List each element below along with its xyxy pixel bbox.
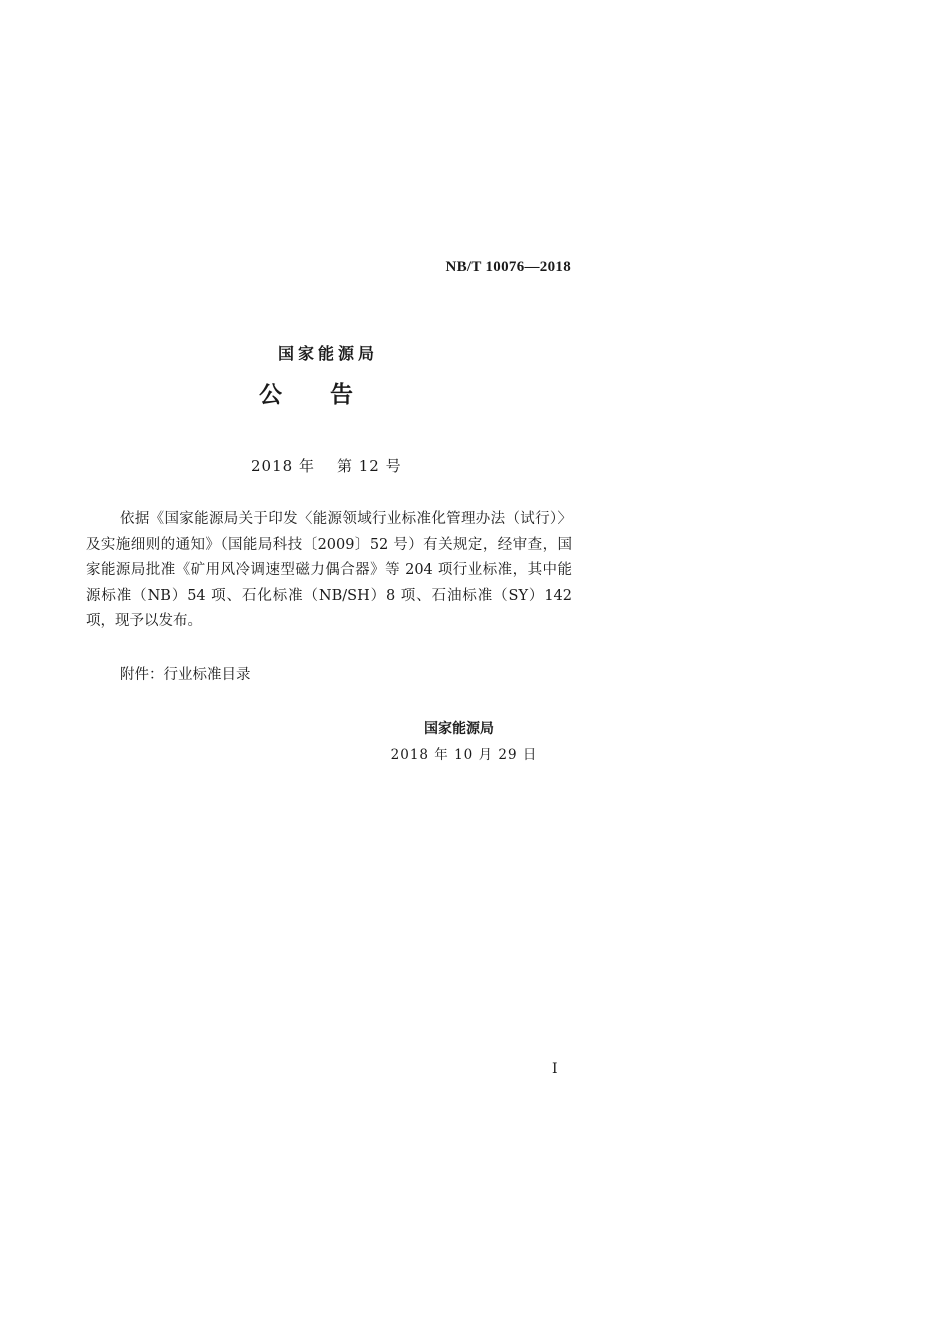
notice-body-paragraph: 依据《国家能源局关于印发〈能源领域行业标准化管理办法（试行）〉及实施细则的通知》（国能局科技〔2009〕52 号）有关规定，经审查，国家能源局批准《矿用风冷调速型磁力偶合器》等 204 项行业标准，其中能源标准（NB）54 项、石化标准（NB/SH）8 项、石油标准（SY）142 项，现予以发布。 xyxy=(86,511,572,629)
signature-date: 2018 年 10 月 29 日 xyxy=(390,747,538,763)
notice-title: 公告 xyxy=(259,382,401,408)
page-number: I xyxy=(552,1061,558,1077)
notice-issuer: 国家能源局 xyxy=(277,344,378,363)
notice-number-line xyxy=(251,455,402,476)
notice-number: 第 12 号 xyxy=(336,457,402,475)
standard-code: NB/T 10076—2018 xyxy=(445,259,571,275)
attachment-line: 附件：行业标准目录 xyxy=(120,667,251,683)
notice-year: 2018 年 xyxy=(251,457,315,475)
signature-organization: 国家能源局 xyxy=(424,721,494,737)
